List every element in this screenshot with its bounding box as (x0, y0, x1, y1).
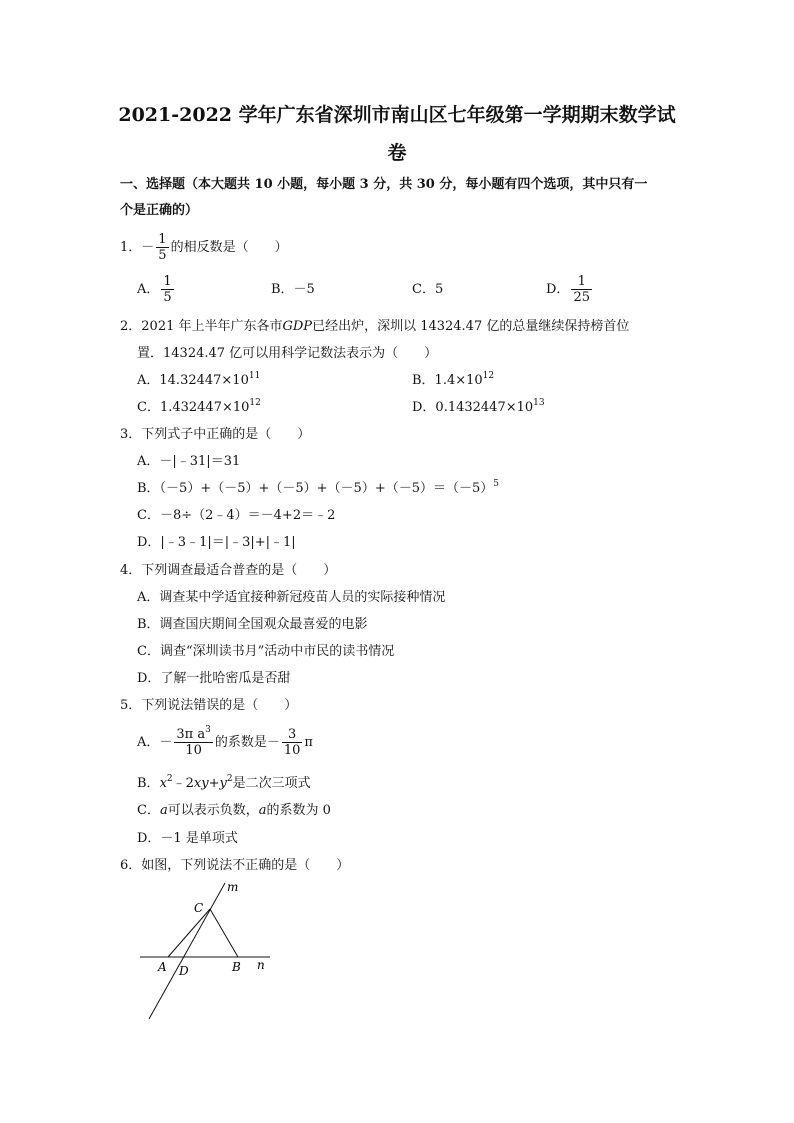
q2-option-b-exponent: 12 (482, 371, 495, 381)
question-5-stem: 5．下列说法错误的是（ ） (120, 698, 298, 713)
question-2-line-2: 置．14324.47 亿可以用科学记数法表示为（ ） (137, 346, 438, 361)
q5-option-a-numerator-2: 3 (282, 727, 303, 743)
question-3-stem: 3．下列式子中正确的是（ ） (120, 427, 311, 442)
line-m (149, 883, 225, 1019)
q1-option-a-numerator: 1 (163, 274, 172, 289)
q6-geometry-figure (120, 878, 290, 1023)
q3-option-b-text: B．（－5）+（－5）+（－5）+（－5）+（－5）＝（－5） (137, 481, 494, 496)
q2-option-b (412, 372, 494, 390)
q3-option-b-exponent: 5 (493, 479, 499, 489)
q4-option-d: D．了解一批哈密瓜是否甜 (137, 671, 291, 686)
q1-option-a-denominator: 5 (163, 290, 172, 305)
q5-option-c-tail: 的系数为 0 (266, 803, 331, 818)
q2-option-a (137, 372, 260, 390)
q5-option-c-a2: a (258, 803, 267, 818)
q5-option-a-numerator-exponent: 3 (205, 725, 211, 735)
q5-option-b-exponent-2: 2 (226, 774, 233, 784)
q5-option-b-xy: xy (193, 776, 209, 791)
q2-line1-end: 已经出炉，深圳以 14324.47 亿的总量继续保持榜首位 (312, 319, 630, 334)
question-2-line-1 (120, 318, 629, 336)
q4-option-c: C．调查“深圳读书月”活动中市民的读书情况 (137, 644, 395, 659)
q1-option-d-label: D． (546, 282, 570, 297)
q2-option-a-base: A．14.32447×10 (137, 373, 249, 388)
label-m: m (227, 880, 239, 894)
question-1-stem (120, 232, 288, 263)
q2-option-c-base: C．1.432447×10 (137, 400, 250, 415)
q1-number: 1． (120, 240, 142, 255)
q1-option-d (546, 274, 594, 305)
q2-option-c-exponent: 12 (249, 398, 261, 408)
q3-option-d: D．|﹣3﹣1|＝|﹣3|+|﹣1| (137, 535, 296, 550)
q1-option-a-label: A． (137, 282, 160, 297)
q2-line1-start: 2．2021 年上半年广东各市 (120, 319, 283, 334)
q5-option-a-label: A． (137, 735, 160, 750)
q5-option-a-numerator (174, 727, 212, 743)
q5-option-b-plus: + (208, 776, 220, 791)
q5-option-c (137, 802, 331, 820)
q4-option-b: B．调查国庆期间全国观众最喜爱的电影 (137, 617, 368, 632)
q5-option-b-exponent-1: 2 (166, 774, 173, 784)
q1-text: 的相反数是（ ） (170, 240, 288, 255)
q5-option-a-fraction-2 (282, 727, 303, 758)
label-d: D (179, 964, 189, 978)
q1-option-d-fraction (571, 274, 592, 305)
q5-option-b (137, 775, 311, 793)
q2-option-a-exponent: 11 (248, 371, 261, 381)
label-a: A (158, 960, 167, 974)
q5-option-a-numerator-text: 3π a (176, 727, 206, 742)
q2-option-d-exponent: 13 (533, 398, 545, 408)
q5-option-b-x: x (159, 776, 167, 791)
q3-option-c: C．－8÷（2﹣4）＝－4+2＝﹣2 (137, 508, 336, 523)
q5-option-c-middle: 可以表示负数， (167, 803, 259, 818)
question-6-stem: 6．如图，下列说法不正确的是（ ） (120, 858, 350, 873)
q1-option-d-numerator: 1 (571, 274, 592, 290)
q1-option-a (137, 274, 176, 305)
q5-option-c-label: C． (137, 803, 160, 818)
q2-option-c (137, 399, 261, 417)
q5-option-b-y: y (219, 776, 227, 791)
q1-fraction-denominator: 5 (158, 248, 167, 263)
q5-option-a-minus: － (159, 735, 173, 750)
q1-minus: － (141, 240, 155, 255)
label-c: C (194, 901, 204, 915)
q2-gdp: GDP (282, 319, 313, 334)
q1-option-c: C．5 (412, 282, 444, 297)
q1-option-d-denominator: 25 (573, 290, 590, 305)
q1-fraction (156, 232, 168, 263)
title-line-1: 2021-2022 学年广东省深圳市南山区七年级第一学期期末数学试 (118, 104, 676, 126)
q5-option-a-middle: 的系数是 (214, 735, 267, 750)
q4-option-a: A．调查某中学适宜接种新冠疫苗人员的实际接种情况 (137, 590, 446, 605)
section-heading-line-1: 一、选择题（本大题共 10 小题，每小题 3 分，共 30 分，每小题有四个选项，其中只有一 (120, 177, 648, 192)
q3-option-a: A．－|﹣31|＝31 (137, 454, 241, 469)
label-n: n (257, 958, 265, 972)
q5-option-b-tail: 是二次三项式 (232, 776, 311, 791)
q5-option-a (137, 727, 313, 759)
q1-fraction-numerator: 1 (158, 232, 167, 247)
q3-option-b (137, 480, 499, 498)
q5-option-a-minus-2: － (266, 735, 280, 750)
question-4-stem: 4．下列调查最适合普查的是（ ） (120, 563, 337, 578)
q2-option-b-base: B．1.4×10 (412, 373, 483, 388)
label-b: B (232, 960, 241, 974)
section-heading-line-2: 个是正确的） (120, 203, 199, 218)
q1-option-a-fraction (161, 274, 173, 305)
q5-option-b-label: B． (137, 776, 160, 791)
q5-option-b-middle: ﹣2 (172, 776, 194, 791)
q1-option-b: B．－5 (271, 282, 315, 297)
title-line-2: 卷 (387, 142, 407, 164)
q5-option-a-pi: π (304, 735, 313, 750)
segment-ca (168, 909, 210, 957)
q2-option-d-base: D．0.1432447×10 (412, 400, 534, 415)
q5-option-c-a1: a (159, 803, 168, 818)
q5-option-a-denominator: 10 (185, 743, 202, 758)
q5-option-d: D．－1 是单项式 (137, 831, 238, 846)
page-title (110, 96, 684, 172)
q2-option-d (412, 399, 545, 417)
segment-cb (210, 909, 238, 957)
q5-option-a-fraction (174, 727, 212, 758)
q5-option-a-denominator-2: 10 (283, 743, 301, 758)
